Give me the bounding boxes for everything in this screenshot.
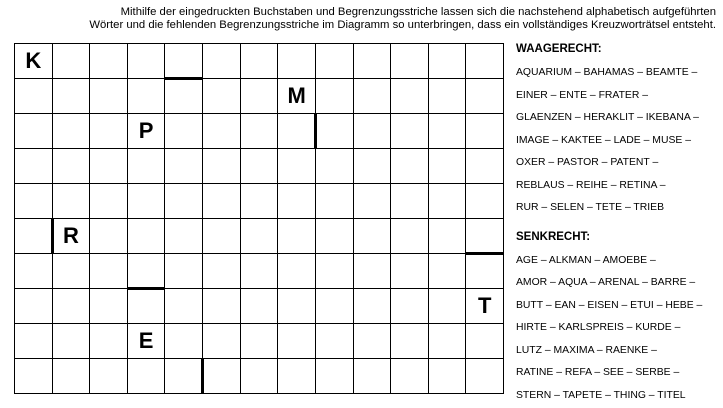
grid-cell[interactable]	[278, 289, 316, 324]
grid-cell[interactable]	[466, 254, 504, 289]
grid-cell[interactable]	[278, 324, 316, 359]
senkrecht-line: STERN – TAPETE – THING – TITEL	[516, 389, 686, 401]
word-list	[516, 40, 721, 407]
grid-cell[interactable]	[203, 44, 241, 79]
grid-cell[interactable]	[391, 114, 429, 149]
grid-cell[interactable]	[391, 254, 429, 289]
grid-cell[interactable]	[128, 359, 166, 394]
grid-cell[interactable]	[466, 324, 504, 359]
grid-cell[interactable]	[203, 324, 241, 359]
grid-cell[interactable]	[53, 359, 91, 394]
grid-cell[interactable]	[53, 149, 91, 184]
grid-cell[interactable]	[316, 324, 354, 359]
grid-cell[interactable]	[90, 44, 128, 79]
grid-cell[interactable]	[53, 114, 91, 149]
senkrecht-line: AGE – ALKMAN – AMOEBE –	[516, 254, 656, 266]
senkrecht-line: HIRTE – KARLSPREIS – KURDE –	[516, 322, 681, 333]
grid-cell[interactable]	[391, 44, 429, 79]
grid-cell[interactable]	[429, 289, 467, 324]
grid-cell[interactable]	[15, 324, 53, 359]
grid-cell[interactable]	[53, 44, 91, 79]
grid-cell[interactable]	[128, 289, 166, 324]
grid-cell[interactable]	[429, 44, 467, 79]
grid-cell[interactable]	[316, 254, 354, 289]
grid-cell[interactable]	[316, 289, 354, 324]
grid-cell[interactable]	[316, 219, 354, 254]
grid-cell[interactable]	[241, 149, 279, 184]
grid-cell[interactable]	[316, 149, 354, 184]
grid-cell[interactable]	[354, 324, 392, 359]
senkrecht-line: RATINE – REFA – SEE – SERBE –	[516, 367, 680, 378]
grid-cell[interactable]	[466, 149, 504, 184]
grid-cell[interactable]	[278, 254, 316, 289]
senkrecht-list	[516, 250, 721, 408]
grid-cell[interactable]	[53, 254, 91, 289]
grid-cell[interactable]	[391, 324, 429, 359]
grid-cell[interactable]	[429, 219, 467, 254]
grid-cell[interactable]	[165, 149, 203, 184]
grid-cell[interactable]	[15, 79, 53, 114]
grid-cell[interactable]	[15, 219, 53, 254]
senkrecht-line: BUTT – EAN – EISEN – ETUI – HEBE –	[516, 299, 703, 311]
waagerecht-line: REBLAUS – REIHE – RETINA –	[516, 179, 666, 191]
given-letter-cell[interactable]: R	[53, 219, 91, 254]
grid-cell[interactable]	[128, 219, 166, 254]
grid-cell[interactable]	[316, 114, 354, 149]
grid-cell[interactable]	[466, 184, 504, 219]
grid-cell[interactable]	[278, 219, 316, 254]
grid-cell[interactable]	[203, 149, 241, 184]
grid-cell[interactable]	[316, 44, 354, 79]
grid-cell[interactable]	[90, 359, 128, 394]
instructions-line-2: Wörter und die fehlenden Begrenzungsstriche im Diagramm so unterbringen, dass ein vollständiges Kreuzworträtsel entsteht.	[89, 19, 716, 31]
grid-cell[interactable]	[90, 149, 128, 184]
grid-cell[interactable]	[354, 219, 392, 254]
grid-cell[interactable]	[429, 149, 467, 184]
grid-cell[interactable]	[391, 184, 429, 219]
grid-cell[interactable]	[391, 79, 429, 114]
grid-cell[interactable]	[391, 149, 429, 184]
grid-cell[interactable]	[203, 219, 241, 254]
grid-cell[interactable]	[241, 219, 279, 254]
grid-cell[interactable]	[354, 359, 392, 394]
grid-cell[interactable]	[354, 79, 392, 114]
waagerecht-line: RUR – SELEN – TETE – TRIEB	[516, 202, 665, 213]
grid-cell[interactable]	[203, 184, 241, 219]
waagerecht-heading: WAAGERECHT:	[516, 43, 602, 55]
grid-cell[interactable]	[203, 254, 241, 289]
crossword-grid	[14, 43, 504, 394]
grid-cell[interactable]	[466, 114, 504, 149]
grid-cell[interactable]	[90, 114, 128, 149]
instructions-line-1: Mithilfe der eingedruckten Buchstaben und Begrenzungsstriche lassen sich die nachstehend alphabetisch aufgeführten	[120, 6, 716, 18]
grid-cell[interactable]	[203, 359, 241, 394]
waagerecht-line: EINER – ENTE – FRATER –	[516, 89, 649, 101]
grid-cell[interactable]	[53, 79, 91, 114]
senkrecht-heading: SENKRECHT:	[516, 230, 591, 243]
grid-cell[interactable]	[354, 184, 392, 219]
grid-cell[interactable]	[241, 254, 279, 289]
given-letter-cell[interactable]: M	[278, 79, 316, 114]
grid-cell[interactable]	[316, 359, 354, 394]
grid-cell[interactable]	[278, 184, 316, 219]
grid-cell[interactable]	[90, 324, 128, 359]
grid-cell[interactable]	[241, 359, 279, 394]
grid-cell[interactable]	[241, 114, 279, 149]
grid-cell[interactable]	[278, 149, 316, 184]
grid-cell[interactable]	[354, 254, 392, 289]
given-letter-cell[interactable]: E	[128, 324, 166, 359]
grid-cell[interactable]	[15, 254, 53, 289]
grid-cell[interactable]	[165, 79, 203, 114]
grid-cell[interactable]	[165, 219, 203, 254]
grid-cell[interactable]	[354, 149, 392, 184]
waagerecht-list	[516, 62, 721, 220]
grid-cell[interactable]	[203, 79, 241, 114]
grid-cell[interactable]	[165, 114, 203, 149]
grid-cell[interactable]	[128, 44, 166, 79]
grid-cell[interactable]	[241, 44, 279, 79]
grid-cell[interactable]	[165, 254, 203, 289]
grid-cell[interactable]	[165, 44, 203, 79]
grid-cell[interactable]	[429, 184, 467, 219]
waagerecht-line: IMAGE – KAKTEE – LADE – MUSE –	[516, 134, 691, 146]
grid-cell[interactable]	[466, 219, 504, 254]
grid-cell[interactable]	[316, 79, 354, 114]
grid-cell[interactable]	[241, 79, 279, 114]
grid-cell[interactable]	[466, 79, 504, 114]
grid-cell[interactable]	[391, 219, 429, 254]
grid-cell[interactable]	[53, 289, 91, 324]
grid-cell[interactable]	[128, 79, 166, 114]
grid-cell[interactable]	[278, 44, 316, 79]
grid-cell[interactable]	[278, 114, 316, 149]
grid-cell[interactable]	[354, 44, 392, 79]
grid-cell[interactable]	[15, 114, 53, 149]
grid-cell[interactable]	[466, 44, 504, 79]
grid-cell[interactable]	[15, 289, 53, 324]
grid-cell[interactable]	[15, 149, 53, 184]
grid-cell[interactable]	[165, 359, 203, 394]
grid-cell[interactable]	[90, 79, 128, 114]
grid-cell[interactable]	[316, 184, 354, 219]
senkrecht-line: LUTZ – MAXIMA – RAENKE –	[516, 344, 657, 356]
grid-cell[interactable]	[429, 359, 467, 394]
grid-cell[interactable]	[15, 359, 53, 394]
grid-cell[interactable]	[241, 289, 279, 324]
grid-cell[interactable]	[128, 184, 166, 219]
grid-cell[interactable]	[429, 114, 467, 149]
grid-cell[interactable]	[429, 324, 467, 359]
grid-cell[interactable]	[391, 289, 429, 324]
grid-cell[interactable]	[15, 184, 53, 219]
grid-cell[interactable]	[241, 184, 279, 219]
grid-cell[interactable]	[429, 254, 467, 289]
grid-cell[interactable]	[203, 114, 241, 149]
grid-cell[interactable]	[53, 324, 91, 359]
grid-cell[interactable]	[90, 289, 128, 324]
grid-cell[interactable]	[90, 184, 128, 219]
waagerecht-line: OXER – PASTOR – PATENT –	[516, 157, 659, 168]
grid-cell[interactable]	[354, 114, 392, 149]
waagerecht-line: AQUARIUM – BAHAMAS – BEAMTE –	[516, 67, 698, 78]
given-letter-cell[interactable]: P	[128, 114, 166, 149]
senkrecht-line: AMOR – AQUA – ARENAL – BARRE –	[516, 277, 696, 288]
grid-cell[interactable]	[165, 184, 203, 219]
grid-cell[interactable]	[429, 79, 467, 114]
grid-cell[interactable]	[278, 359, 316, 394]
grid-cell[interactable]	[90, 254, 128, 289]
instructions	[0, 6, 716, 32]
grid-cell[interactable]	[165, 289, 203, 324]
grid-cell[interactable]	[128, 149, 166, 184]
grid-cell[interactable]	[241, 324, 279, 359]
grid-cell[interactable]	[354, 289, 392, 324]
grid-cell[interactable]	[90, 219, 128, 254]
grid-cell[interactable]	[466, 359, 504, 394]
grid-cell[interactable]	[391, 359, 429, 394]
waagerecht-line: GLAENZEN – HERAKLIT – IKEBANA –	[516, 112, 699, 123]
given-letter-cell[interactable]: T	[466, 289, 504, 324]
grid-cell[interactable]	[128, 254, 166, 289]
given-letter-cell[interactable]: K	[15, 44, 53, 79]
grid-cell[interactable]	[53, 184, 91, 219]
grid-cell[interactable]	[165, 324, 203, 359]
grid-cell[interactable]	[203, 289, 241, 324]
